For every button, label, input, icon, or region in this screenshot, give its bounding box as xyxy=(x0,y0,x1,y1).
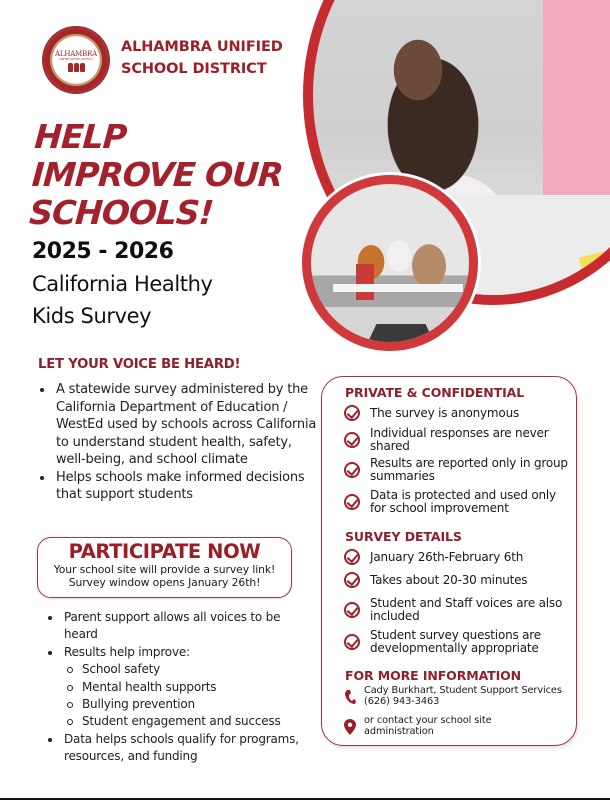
check-circle-icon xyxy=(344,432,360,448)
check-circle-icon xyxy=(344,634,360,650)
check-list-item xyxy=(344,489,569,514)
district-name-line2: SCHOOL DISTRICT xyxy=(121,61,267,77)
photo-table xyxy=(333,284,463,292)
headline-line1: HELP xyxy=(33,117,128,156)
survey-year: 2025 - 2026 xyxy=(32,239,174,264)
list-item: Parent support allows all voices to be heard xyxy=(46,609,316,644)
sublist-item: Mental health supports xyxy=(64,679,316,696)
check-item-text: Data is protected and used only for school improvement xyxy=(370,488,556,515)
district-logo xyxy=(44,28,108,92)
location-pin-icon xyxy=(344,719,356,735)
headline-line3: SCHOOLS! xyxy=(28,193,215,232)
check-circle-icon xyxy=(344,602,360,618)
participate-now-callout xyxy=(37,537,292,598)
check-list-item xyxy=(344,549,569,565)
private-confidential-title: PRIVATE & CONFIDENTIAL xyxy=(345,385,525,400)
photo-chair xyxy=(356,264,374,300)
list-item xyxy=(46,644,316,731)
check-list-item xyxy=(344,629,569,654)
check-circle-icon xyxy=(344,405,360,421)
participate-line2: Survey window opens January 26th! xyxy=(68,576,261,589)
list-item: Helps schools make informed decisions that support students xyxy=(38,469,323,504)
site-contact-item xyxy=(344,716,569,737)
survey-name-line2: Kids Survey xyxy=(32,304,152,328)
survey-name-line1: California Healthy xyxy=(32,272,213,296)
survey-details-title: SURVEY DETAILS xyxy=(345,529,462,544)
district-name-line1: ALHAMBRA UNIFIED xyxy=(121,39,283,55)
contact-phone[interactable]: (626) 943-3463 xyxy=(364,695,440,707)
improve-sublist xyxy=(64,661,316,731)
logo-people-icon xyxy=(68,63,85,72)
check-item-text: January 26th-February 6th xyxy=(370,549,524,564)
check-list-item xyxy=(344,427,569,452)
participate-title: PARTICIPATE NOW xyxy=(68,540,261,563)
check-list-item xyxy=(344,457,569,482)
check-list-item xyxy=(344,572,569,588)
sublist-item: School safety xyxy=(64,661,316,678)
logo-text: ALHAMBRA xyxy=(55,50,97,58)
more-info-title: FOR MORE INFORMATION xyxy=(345,668,522,683)
check-list-item xyxy=(344,597,569,622)
page-headline xyxy=(28,118,286,232)
info-card xyxy=(321,376,577,746)
contact-name: Cady Burkhart, Student Support Services xyxy=(364,685,562,696)
list-item-label: Results help improve: xyxy=(64,644,190,659)
benefits-bullet-list xyxy=(46,609,316,766)
sublist-item: Student engagement and success xyxy=(64,713,316,730)
phone-icon xyxy=(344,689,356,705)
logo-subtext: UNIFIED SCHOOL DISTRICT xyxy=(59,58,93,61)
district-name xyxy=(121,36,283,80)
site-contact-text: or contact your school site administration xyxy=(364,715,492,737)
check-item-text: The survey is anonymous xyxy=(370,405,520,420)
check-list-item xyxy=(344,405,569,421)
check-circle-icon xyxy=(344,572,360,588)
survey-name xyxy=(32,268,213,332)
check-item-text: Individual responses are never shared xyxy=(370,426,549,453)
check-item-text: Student and Staff voices are also included xyxy=(370,596,563,623)
contact-details xyxy=(364,686,562,707)
list-item: A statewide survey administered by the California Department of Education / WestEd used by schools across California to understand student health, safety, well-being, and school climate xyxy=(38,381,323,469)
contact-phone-item xyxy=(344,686,569,707)
photo-students-studying xyxy=(302,175,478,351)
voice-section-title: LET YOUR VOICE BE HEARD! xyxy=(38,357,241,372)
sublist-item: Bullying prevention xyxy=(64,696,316,713)
check-item-text: Results are reported only in group summaries xyxy=(370,456,568,483)
check-circle-icon xyxy=(344,462,360,478)
check-item-text: Takes about 20-30 minutes xyxy=(370,572,528,587)
check-circle-icon xyxy=(344,549,360,565)
participate-line1: Your school site will provide a survey link! xyxy=(53,563,276,576)
headline-line2: IMPROVE OUR xyxy=(30,155,284,194)
voice-bullet-list xyxy=(38,381,323,504)
check-circle-icon xyxy=(344,494,360,510)
list-item: Data helps schools qualify for programs, resources, and funding xyxy=(46,731,316,766)
photo-laptop xyxy=(366,324,436,346)
check-item-text: Student survey questions are developmentally appropriate xyxy=(370,628,541,655)
